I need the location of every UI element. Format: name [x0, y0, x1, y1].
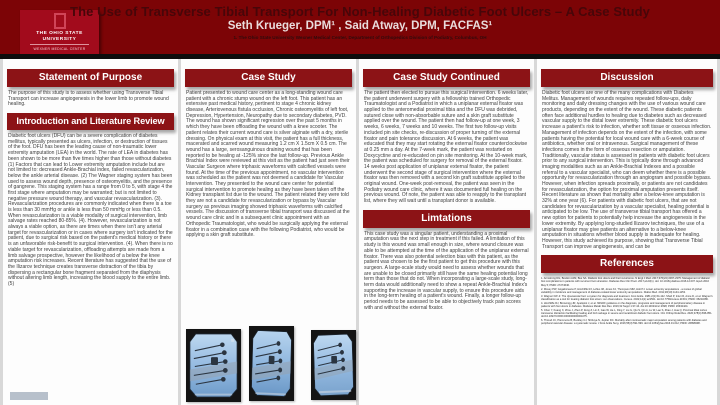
discussion-text: Diabetic foot ulcers are one of the many complications with Diabetes Melitus. Management of wounds requires repeated follow-ups, daily monitoring and daily dressing changes with the use of various wound care products, depending on the extent of the wound. These diabetic patients often face additional hurdles to healing due to diabetes such as decreased vascular supply to the distal lower extremity. These diabetic foot ulcers increase a patient's risk to infection, whether soft tissue or osseous infection. Management of infection depends on the extent of the infection, with some patients having the potential for local wound care with a 6-week course of antibiotics, whether oral or intravenous. Surgical management of these infections comes in the form of osseous resection or amputation. Traditionally, vascular status is assessed in patients with diabetic foot ulcers prior to any surgical intervention. This is typically done through advanced imaging modalities such as an Ankle-Brachial Indexes and a possible referral to a vascular specialist, who can deem whether there is a possible opportunity for revascularization through an angiogram and possible bypass. However, when infection spreads proximally, or patients are not candidates for revascularization, the option for proximal amputation presents itself. Recent literature as shown that mortality after a below-knee amputation is 32% at one year (6). For patients with diabetic foot ulcers, that are not candidates for revascularization by a vascular specialist, healing potential is anticipated to be low. The use of transverse tibial transport has offered a new option for patients to potentially help increase the angiogenesis in the lower extremity. By applying long-studied Ilizarov techniques, the use of a uniplanar fixator may give patients an alternative to a below-knee amputation in situations whether blood supply is inadequate for healing. However, this study achieved its purpose, showing that Transverse Tibial Transport can improve angiogenesis, and can be: [542, 90, 712, 250]
fluoroscopy-xray-image-1: [186, 329, 241, 402]
reference-item: 2. Moxey PW, Gogalniceanu P, Hinchliffe RJ, Loftus IM, Jones KJ, Thompson MM, Holt PJ. Lower extremity amputations - a review of global variability in incidence and management of diabetes-related lower extremity amputations. Diabet Med. 2011;28(10):1144-1153.: [541, 287, 702, 294]
logo-line-2: UNIVERSITY: [42, 36, 77, 42]
reference-item: 5. Chen Y, Kuang X, Zhou J, Zhen P, Zeng Z, Lin Z, Gao W, He L, Ding Y, Liu G, Qiu S, Qin A, Lu W, Lao S, Zhao J, Hua Q. Proximal tibial cortex transverse distraction facilitating healing and limb salvage in severe and recalcitrant diabetic foot ulcers. Clin Orthop Relat Res. 2020;478(4):836-851. doi:10.1097/CORR.0000000000001075.: [541, 308, 713, 319]
section-header-references: References: [541, 255, 713, 273]
references-list: [541, 277, 713, 325]
section-header-limitations: Limtations: [363, 210, 530, 228]
poster-authors: Seth Krueger, DPM¹ , Said Atway, DPM, FACFAS¹: [227, 20, 493, 32]
logo-line-1: THE OHIO STATE: [36, 31, 83, 36]
reference-item: 3. Wagner FW Jr. The dysvascular foot: a system for diagnosis and treatment. Foot Ankle. 1981;2(2):64-122. Shah P, Inturi R, Anne D, et al. Wagner's classification as a tool for treating diabetic foot ulcers: our observations. Cureus. 2022;14(1):e21501. doi:10.7759/cureus.21501; PMID: 35223286.: [541, 294, 713, 301]
section-header-case-study: Case Study: [185, 69, 352, 87]
reference-item: 4. Hinchliffe RJ, Brownrigg JR, Apelqvist J, et al. IWGDF guidance on the diagnosis, prognosis and management of peripheral artery disease in patients with foot ulcers in diabetes. Diabetes Metab Res Rev. 2016;32 Suppl 1:37-44. doi:10.1002/dmrr.2698; PMID: 26332424.: [541, 301, 706, 308]
limitations-text: This case study was a singular patient, understanding a proximal amputation was the next step in treatment if this failed. A limitation of this study is this wound was small enough in size, where wound closure was able to be attempted at the time of the application of the uniplanar external fixator. There was also potential selection bias with this patient, as the patient was chosen to be the first patient to get this procedure with this surgeon. A large-scale study would need to assess whether wounds that are unable to be closed primarily still have the same healing potential long term than those that do not. When incorporating a large-scale study, long-term data would additionally need to show a repeat Ankle-Brachial Index's supporting the increase in vascular supply, to ensure this procedure aids in the long-term healing of a patient's wound. Finally, a longer follow-up period needs to be assessed to be able to objectively track pain scores with and without the external fixator.: [364, 230, 529, 311]
section-header-statement-of-purpose: Statement of Purpose: [7, 69, 174, 87]
case-study-continued-text: The patient then elected to pursue this surgical intervention. 6 weeks later, the patient underwent surgery with a fellowship trained Orthopedic Traumatologist and a Podiatrist in which a uniplanar external fixator was applied to the anteromedial proximal tibia and the DFU was debrided, sutured close with non-absorbable suture and a skin graft substitute applied over the wound. The patient then had follow-up at one week, 3 weeks, 6 weeks, 7 weeks and 10 weeks. The first two follow-up visits included pin site checks, re-discussion of proper turning of the external fixator and pain tolerance discussion. At 6 weeks, the patient was educated that they may start rotating the external fixator counterclockwise at 0.25 mm a day. At the 7-week mark, the patient was restarted on Doxycyctine and re-educated on pin site monitoring. At the 10-week mark, the patient was scheduled for surgery for removal of the external fixator. 14 weeks post application of uniplanar external fixator, the patient underwent the second stage of surgical intervention where the external fixator was then removed with a second kin graft substitute applied to the original wound. One-week post-removal, the patient was seen in the Podiatry wound care clinic, where it was documented full healing on the previous wound. Of note, the patient was able to reapply to the transplant list, where they will wait until a transplant donor is available.: [364, 90, 529, 205]
logo-divider: [30, 44, 89, 45]
column-discussion-references: [537, 59, 717, 405]
column-case-study-continued: [359, 59, 534, 405]
poster-title: The Use of Transverse Tibial Transport For Non-Healing Diabetic Foot Ulcers – A Case Study: [70, 4, 650, 19]
column-purpose-intro: [3, 59, 178, 405]
section-header-introduction: Introduction and Literature Review: [7, 113, 174, 130]
fluoroscopy-xray-image-3: [311, 330, 356, 400]
bottom-left-gray-box: [10, 392, 48, 400]
poster-affiliation: 1. The Ohio State University Wexner Medical Center, Department of Orthopedics Division of Podiatry, Columbus, OH: [233, 35, 487, 40]
reference-item: 6. Thorud JC, Plemmons B, Buckley CJ, Shibuya N, Jupiter DC. Mortality after nontraumatic major amputation among patients with diabetes and peripheral vascular disease: a systematic review. J Foot Ankle Surg. 2016;55(3):591-599. doi:10.1053/j.jfas.2016.01.012; PMID: 26898398.: [541, 319, 707, 326]
fluoroscopy-xray-image-2: [249, 326, 294, 401]
reference-item: 1. Armstrong DG, Boulton AJM, Bus SA. Diabetic foot ulcers and their recurrence. N Engl J Med. 2017;376(24):2367-2375. Management of diabetic foot complications in patients with recurrent foot ulceration. Diabetes Res Clin Pract. 2017;e123(1). doi: 10.1016/j.diabres.2016.12.007. Epub 2016 May 5; PMID: 27274646.: [541, 277, 710, 287]
section-header-discussion: Discussion: [541, 69, 713, 87]
introduction-text: Diabetic foot ulcers (DFU) can be a severe complication of diabetes mellitus, typically presented as ulcers, infection, or destruction of tissues of the foot. DFU has been the leading cause of non-traumatic lower extremity amputation (LEA) in the world. The rate of LEA in diabetes has been shown to be more than five times higher than those without diabetes (1) Factors that can lead to Lower extremity amputation include but are not limited to: decreased Ankle-Brachial index, failed revascularization, below the ankle arterial disease. (2) The Wagner staging system has been used to assess wound depth, presence of osteomyelitis, and the presence of gangrene. This staging system has a range from 0 to 5, with stage 4 the first stage where amputation may be warranted; but is not limited to negative pressure wound therapy, and vascular revascularization. (3). Revascularization procedures are commonly indicated when there is a toe is less than 30 mmHg or ankle is less than 50 mmHg or less than 0.5. When revascularization is a viable modality of surgical intervention, limb salvage rates reached 80-85%. (4). However, revascularization is not always a viable option, as there are times when there isn't any arterial target for revascularization or in cases where surgery isn't indicated for the patient, due to surgical risk based on the patient's medical history or there is an unfavorable risk-benefit to surgical intervention. (4). When there is no viable target for revascularization, offloading attempts are made from a limb salvage prospective, however the likelihood of a below the knee amputation risk increases. Recent literature has suggested that the use of the Ilizarov technique creates transverse distraction of the tibia by dispersing a rectangular bone fragment separated from the diaphysis without altering limb length, increasing the blood supply to the entire limb. (5): [8, 133, 173, 287]
case-study-text: Patient presented to wound care center as a long-standing wound care patient with a chronic stump wound on the left foot. This patient has an extensive past medical history, pertinent to stage 4 chronic kidney disease, Arteriovenous fistula occlusion, Chronic osteomyelitis of left foot, Depression, Hypertension, Neuropathy due to secondary diabetes, PVD. The wound has shown significant regression over the past 5 months in which they have been offloading the wound with a knee scooter. The patient relates their current wound care is silver alginate with a dry, sterile dressing. On physical exam at this visit, the patient has a full thickness, macerated and scarred wound measuring 1.2 cm X 1.5cm X 0.5 cm. The wound has a large, serosanguinous draining wound that has been reported to be healing at -125% since the last follow-up. Previous Ankle Brachial Index were reviewed at this visit as the patient had just seen their Vascular Surgeon where triphasic waveforms with calcified vessels were found. At the time of the previous appointment, no vascular intervention was scheduled as the patient was not deemed a candidate for Vascular Intervention. They presented to the wound care center for potential surgical intervention to promote healing as they have been taken off the Kidney transplant list due to the wound. The patient related they were told they are not a candidate for revascularization or bypass by Vascular surgery as previous imaging showed triphasic waveforms with calcified vessels. The discussion of transverse tibial transport was discussed at the wound care clinic and in a subsequent clinic appointment with an Orthopedic Traumatologist, who would be surgically applying the external fixator in a combination case with the following Podiatrist, who would be applying a skin graft substitute.: [186, 90, 350, 239]
poster-header: [0, 0, 720, 54]
statement-of-purpose-text: The purpose of this study is to assess whether using Transverse Tibial Transport can increase angiogenesis in the lower limb to promote wound healing.: [8, 90, 169, 108]
section-header-case-study-continued: Case Study Continued: [363, 69, 530, 87]
logo-line-3: WEXNER MEDICAL CENTER: [33, 46, 86, 51]
